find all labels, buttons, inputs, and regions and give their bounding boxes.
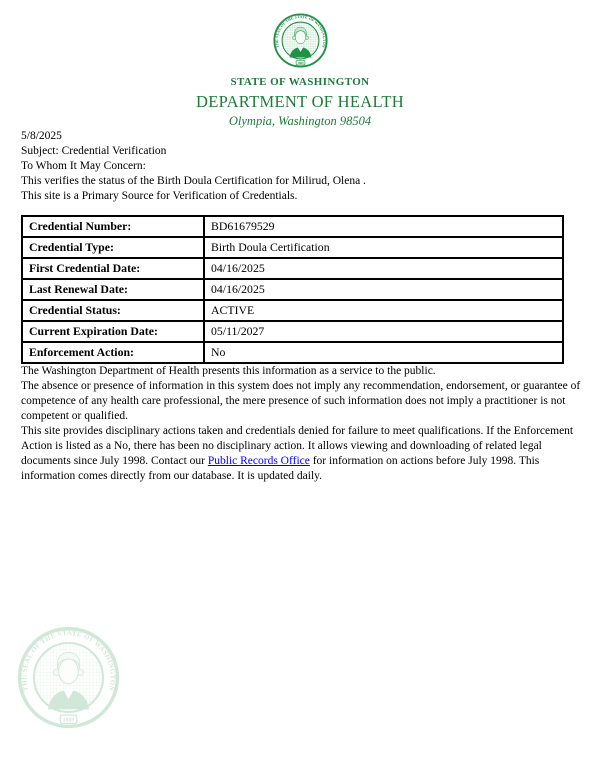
row-value: No xyxy=(204,342,563,363)
public-records-office-link[interactable]: Public Records Office xyxy=(207,455,310,467)
state-line: STATE OF WASHINGTON xyxy=(230,76,370,88)
row-label: First Credential Date: xyxy=(22,258,204,279)
row-label: Credential Status: xyxy=(22,300,204,321)
row-label: Enforcement Action: xyxy=(22,342,204,363)
table-row-current-expiration-date xyxy=(22,321,563,342)
public-service-statement: The Washington Department of Health presents this information as a service to the public. xyxy=(21,365,436,377)
primary-source-statement: This site is a Primary Source for Verification of Credentials. xyxy=(21,190,298,202)
department-title: DEPARTMENT OF HEALTH xyxy=(196,92,404,111)
table-row-first-credential-date xyxy=(22,258,563,279)
row-value: 05/11/2027 xyxy=(204,321,563,342)
letter-body xyxy=(21,129,584,484)
row-value: BD61679529 xyxy=(204,216,563,237)
washington-state-seal-watermark xyxy=(17,626,120,729)
verification-statement: This verifies the status of the Birth Doula Certification for Milirud, Olena . xyxy=(21,175,366,187)
table-row-credential-number xyxy=(22,216,563,237)
row-value: ACTIVE xyxy=(204,300,563,321)
letterhead xyxy=(0,0,600,129)
table-row-credential-status xyxy=(22,300,563,321)
row-value: Birth Doula Certification xyxy=(204,237,563,258)
department-address: Olympia, Washington 98504 xyxy=(228,114,372,128)
row-label: Credential Number: xyxy=(22,216,204,237)
table-row-enforcement-action xyxy=(22,342,563,363)
table-row-credential-type xyxy=(22,237,563,258)
disciplinary-text-after-link: for information on actions before July 1998. This information comes directly from our database. It is updated daily. xyxy=(21,455,540,482)
credential-table xyxy=(21,215,564,364)
disclaimer-paragraph: The absence or presence of information in this system does not imply any recommendation, endorsement, or guarantee of competence of any health care professional, the mere presence of such information does not imply a practitioner is not competent or qualified. xyxy=(21,380,581,422)
salutation: To Whom It May Concern: xyxy=(21,160,146,172)
washington-state-seal-icon xyxy=(273,13,328,68)
row-label: Credential Type: xyxy=(22,237,204,258)
row-value: 04/16/2025 xyxy=(204,279,563,300)
row-label: Last Renewal Date: xyxy=(22,279,204,300)
row-label: Current Expiration Date: xyxy=(22,321,204,342)
disciplinary-text-before-link: This site provides disciplinary actions taken and credentials denied for failure to meet qualifications. If the Enforcement Action is listed as a No, there has been no disciplinary action. It allows viewing and downloading of related legal documents since July 1998. Contact our xyxy=(21,425,574,467)
subject-line: Subject: Credential Verification xyxy=(21,145,167,157)
row-value: 04/16/2025 xyxy=(204,258,563,279)
disciplinary-paragraph xyxy=(21,424,584,484)
table-row-last-renewal-date xyxy=(22,279,563,300)
letter-date: 5/8/2025 xyxy=(21,130,62,142)
